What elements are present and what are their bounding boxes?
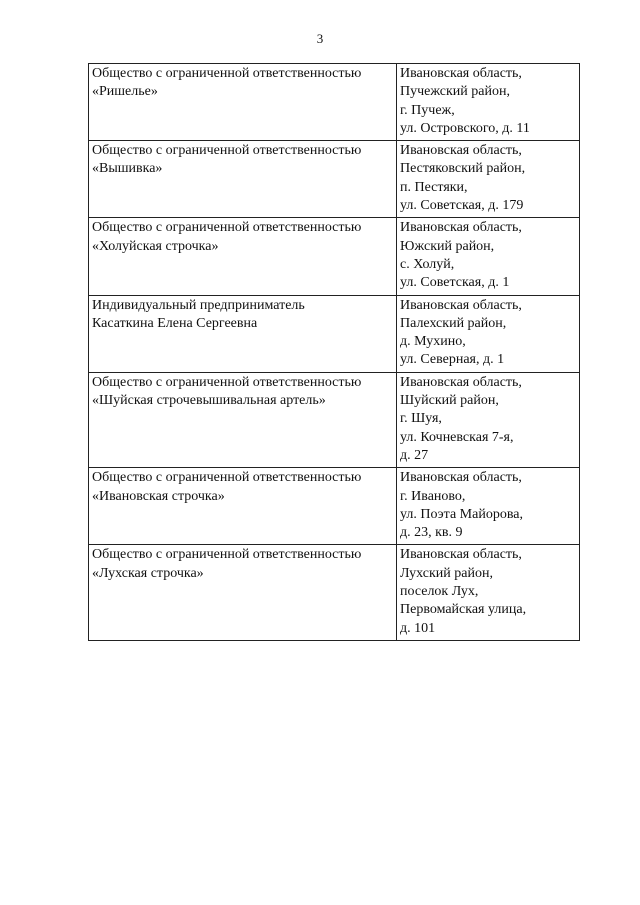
organization-address-cell bbox=[397, 141, 580, 218]
address-line: Ивановская область, bbox=[400, 547, 522, 563]
address-line: с. Холуй, bbox=[400, 256, 455, 272]
address-line: поселок Лух, bbox=[400, 584, 479, 600]
organization-address-cell bbox=[397, 218, 580, 295]
table-row bbox=[89, 141, 580, 218]
address-line: д. 27 bbox=[400, 447, 429, 463]
organization-name-cell bbox=[89, 545, 397, 640]
table-row bbox=[89, 545, 580, 640]
organization-name-line: Общество с ограниченной ответственностью bbox=[92, 547, 362, 563]
table-row bbox=[89, 372, 580, 467]
organization-name-cell bbox=[89, 141, 397, 218]
address-line: Шуйский район, bbox=[400, 393, 499, 409]
organization-name-line: «Ивановская строчка» bbox=[92, 488, 225, 504]
organization-name-line: Общество с ограниченной ответственностью bbox=[92, 66, 362, 81]
address-line: г. Пучеж, bbox=[400, 102, 455, 118]
address-line: Южский район, bbox=[400, 238, 495, 254]
address-line: ул. Кочневская 7-я, bbox=[400, 429, 514, 445]
organization-name-line: Общество с ограниченной ответственностью bbox=[92, 143, 362, 159]
address-line: ул. Островского, д. 11 bbox=[400, 120, 530, 136]
organization-name-line: «Холуйская строчка» bbox=[92, 238, 219, 254]
address-line: ул. Советская, д. 1 bbox=[400, 275, 510, 291]
address-line: Ивановская область, bbox=[400, 297, 522, 313]
address-line: Лухский район, bbox=[400, 565, 493, 581]
organization-name-line: «Вышивка» bbox=[92, 161, 163, 177]
organization-address-cell bbox=[397, 468, 580, 545]
organizations-table bbox=[88, 63, 580, 641]
address-line: д. 23, кв. 9 bbox=[400, 525, 463, 541]
address-line: Ивановская область, bbox=[400, 143, 522, 159]
organization-name-cell bbox=[89, 468, 397, 545]
address-line: д. Мухино, bbox=[400, 334, 466, 350]
address-line: п. Пестяки, bbox=[400, 179, 468, 195]
address-line: г. Шуя, bbox=[400, 411, 442, 427]
table-row bbox=[89, 468, 580, 545]
address-line: ул. Поэта Майорова, bbox=[400, 506, 523, 522]
organization-name-line: «Ришелье» bbox=[92, 84, 158, 100]
address-line: Ивановская область, bbox=[400, 470, 522, 486]
address-line: Ивановская область, bbox=[400, 66, 522, 81]
address-line: ул. Северная, д. 1 bbox=[400, 352, 505, 368]
table-row bbox=[89, 64, 580, 141]
organization-name-line: Общество с ограниченной ответственностью bbox=[92, 374, 362, 390]
organization-address-cell bbox=[397, 64, 580, 141]
address-line: Палехский район, bbox=[400, 315, 507, 331]
organization-address-cell bbox=[397, 545, 580, 640]
table-row bbox=[89, 218, 580, 295]
organization-name-cell bbox=[89, 295, 397, 372]
page-number: 3 bbox=[316, 31, 324, 46]
address-line: г. Иваново, bbox=[400, 488, 466, 504]
address-line: Первомайская улица, bbox=[400, 602, 527, 618]
organization-name-line: Касаткина Елена Сергеевна bbox=[92, 315, 258, 331]
organization-address-cell bbox=[397, 295, 580, 372]
organization-name-cell bbox=[89, 64, 397, 141]
organization-name-line: Индивидуальный предприниматель bbox=[92, 297, 305, 313]
address-line: Пучежский район, bbox=[400, 84, 510, 100]
address-line: д. 101 bbox=[400, 620, 436, 636]
address-line: ул. Советская, д. 179 bbox=[400, 198, 524, 214]
organization-name-cell bbox=[89, 372, 397, 467]
organization-name-line: «Лухская строчка» bbox=[92, 565, 204, 581]
organization-name-line: Общество с ограниченной ответственностью bbox=[92, 220, 362, 236]
address-line: Пестяковский район, bbox=[400, 161, 526, 177]
table-row bbox=[89, 295, 580, 372]
address-line: Ивановская область, bbox=[400, 374, 522, 390]
organization-name-cell bbox=[89, 218, 397, 295]
organization-name-line: «Шуйская строчевышивальная артель» bbox=[92, 393, 326, 409]
organization-name-line: Общество с ограниченной ответственностью bbox=[92, 470, 362, 486]
organization-address-cell bbox=[397, 372, 580, 467]
address-line: Ивановская область, bbox=[400, 220, 522, 236]
